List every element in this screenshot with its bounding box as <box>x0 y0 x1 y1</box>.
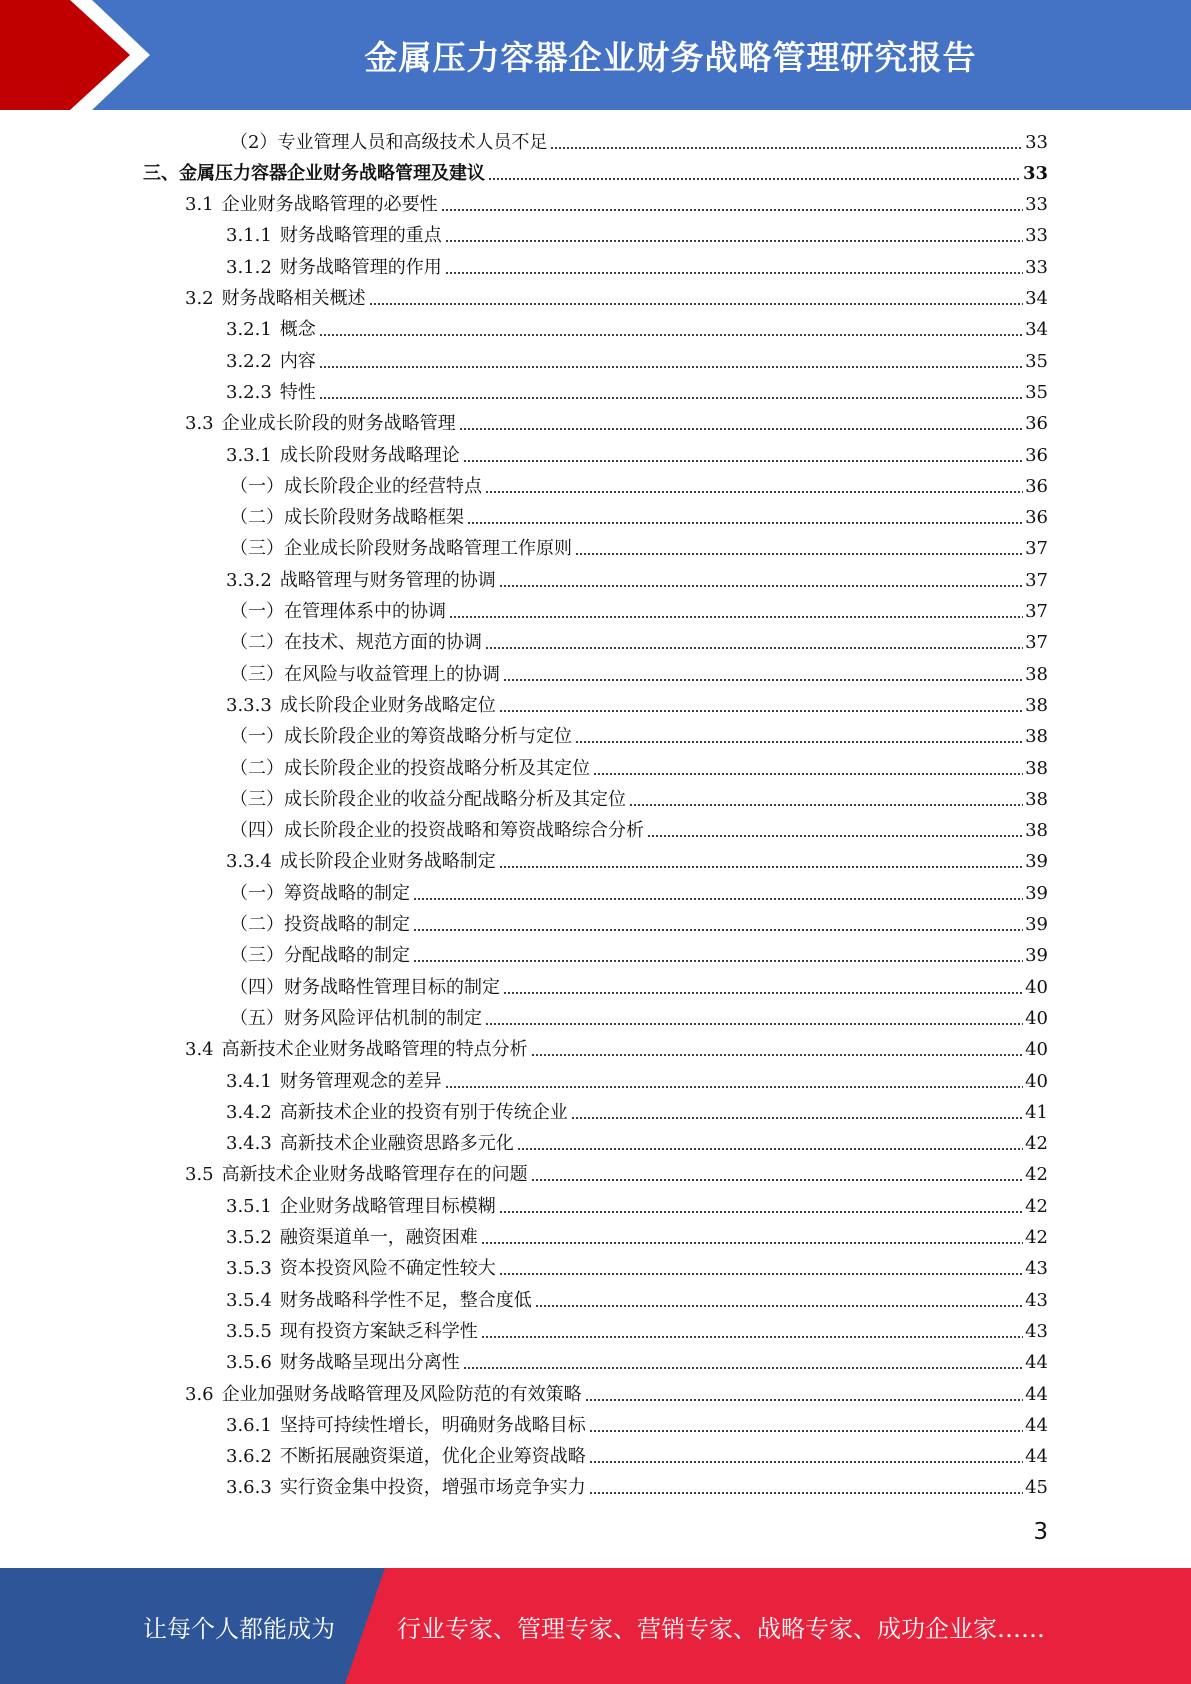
toc-entry[interactable] <box>185 190 1048 221</box>
toc-entry[interactable] <box>230 878 1048 909</box>
toc-entry-label: （二）成长阶段企业的投资战略分析及其定位 <box>230 757 590 779</box>
toc-entry[interactable] <box>226 440 1048 471</box>
toc-entry-page: 44 <box>1025 1414 1048 1436</box>
toc-entry-number: 3.1.1 <box>226 225 272 247</box>
toc-leader-dots <box>488 177 1021 181</box>
toc-leader-dots <box>593 772 1023 776</box>
toc-entry-page: 34 <box>1025 288 1048 309</box>
toc-entry-page: 36 <box>1025 475 1048 497</box>
toc-entry-page: 37 <box>1025 632 1048 654</box>
toc-entry-page: 42 <box>1025 1227 1048 1248</box>
toc-entry-label: 三、金属压力容器企业财务战略管理及建议 <box>143 162 485 184</box>
toc-entry-page: 41 <box>1025 1101 1048 1123</box>
toc-entry-number: 3.1 <box>185 194 214 216</box>
toc-entry-label: 财务战略呈现出分离性 <box>279 1352 460 1374</box>
toc-entry[interactable] <box>226 315 1048 346</box>
toc-entry-number: 3.4.1 <box>226 1070 272 1092</box>
toc-entry-page: 42 <box>1025 1133 1048 1155</box>
toc-entry-page: 36 <box>1025 444 1048 466</box>
toc-entry-label: 高新技术企业财务战略管理的特点分析 <box>221 1039 528 1061</box>
toc-entry[interactable] <box>230 722 1048 753</box>
toc-entry-label: （五）财务风险评估机制的制定 <box>230 1007 482 1029</box>
toc-entry-page: 35 <box>1025 381 1048 403</box>
toc-entry-number: 3.6.2 <box>226 1446 272 1468</box>
toc-entry[interactable] <box>143 158 1048 189</box>
toc-entry-label: 企业财务战略管理的必要性 <box>221 194 438 216</box>
toc-entry-page: 40 <box>1025 1039 1048 1061</box>
toc-entry-page: 44 <box>1025 1446 1048 1468</box>
toc-entry-label: 概念 <box>279 319 316 341</box>
toc-leader-dots <box>531 1178 1023 1182</box>
toc-entry-label: 高新技术企业财务战略管理存在的问题 <box>221 1164 528 1186</box>
toc-entry-number: 3.2 <box>185 288 214 309</box>
toc-entry-number: 3.5.2 <box>226 1227 272 1248</box>
toc-entry[interactable] <box>230 1003 1048 1034</box>
toc-entry-page: 43 <box>1025 1289 1048 1311</box>
toc-entry-label: 资本投资风险不确定性较大 <box>279 1258 496 1280</box>
toc-entry-page: 36 <box>1025 413 1048 435</box>
toc-leader-dots <box>575 552 1023 556</box>
toc-entry-label: 坚持可持续性增长，明确财务战略目标 <box>279 1414 586 1436</box>
toc-entry-label: （一）成长阶段企业的经营特点 <box>230 475 482 497</box>
page-footer <box>0 1568 1191 1684</box>
toc-entry-page: 39 <box>1025 851 1048 873</box>
toc-leader-dots <box>481 1335 1023 1339</box>
toc-entry-number: 3.3.3 <box>226 694 272 716</box>
toc-entry[interactable] <box>185 1160 1048 1191</box>
toc-entry-label: （一）在管理体系中的协调 <box>230 601 446 622</box>
toc-leader-dots <box>571 1116 1023 1120</box>
toc-leader-dots <box>319 396 1023 400</box>
toc-entry-page: 37 <box>1025 538 1048 560</box>
toc-entry[interactable] <box>230 534 1048 565</box>
toc-leader-dots <box>499 865 1023 869</box>
toc-leader-dots <box>463 1366 1023 1370</box>
toc-entry-page: 44 <box>1025 1383 1048 1405</box>
toc-leader-dots <box>503 991 1023 995</box>
toc-entry-page: 39 <box>1025 914 1048 935</box>
toc-entry[interactable] <box>226 690 1048 721</box>
toc-leader-dots <box>531 1053 1023 1057</box>
toc-entry-label: （三）在风险与收益管理上的协调 <box>230 663 500 685</box>
toc-leader-dots <box>467 521 1023 525</box>
toc-entry-label: 高新技术企业的投资有别于传统企业 <box>279 1101 568 1123</box>
toc-entry-label: （三）成长阶段企业的收益分配战略分析及其定位 <box>230 788 626 810</box>
toc-entry[interactable] <box>230 628 1048 659</box>
toc-entry-label: 不断拓展融资渠道，优化企业筹资战略 <box>279 1446 586 1468</box>
toc-entry-number: 3.5.6 <box>226 1352 272 1374</box>
toc-entry-number: 3.2.2 <box>226 350 272 372</box>
toc-entry-page: 39 <box>1025 882 1048 904</box>
toc-entry[interactable] <box>226 847 1048 878</box>
toc-leader-dots <box>585 1398 1023 1402</box>
toc-entry[interactable] <box>226 1097 1048 1128</box>
toc-entry-label: 财务战略管理的作用 <box>279 256 442 278</box>
toc-entry-page: 45 <box>1025 1477 1048 1499</box>
toc-entry[interactable] <box>226 377 1048 408</box>
footer-slogan-left: 让每个人都能成为 <box>143 1614 335 1643</box>
toc-entry-page: 42 <box>1025 1195 1048 1217</box>
toc-entry-number: 3.5.5 <box>226 1320 272 1342</box>
toc-entry-label: 企业财务战略管理目标模糊 <box>279 1195 496 1217</box>
toc-entry-page: 33 <box>1022 162 1048 184</box>
toc-entry-number: 3.6.1 <box>226 1414 272 1436</box>
toc-entry-page: 44 <box>1025 1352 1048 1374</box>
toc-entry[interactable] <box>185 1035 1048 1066</box>
toc-entry[interactable] <box>230 753 1048 784</box>
toc-entry-number: 3.2.1 <box>226 319 272 341</box>
toc-entry-number: 3.6 <box>185 1383 214 1405</box>
toc-entry-page: 34 <box>1025 319 1048 341</box>
toc-leader-dots <box>550 146 1023 150</box>
toc-entry-number: 3.5.4 <box>226 1289 272 1311</box>
toc-entry-label: （一）成长阶段企业的筹资战略分析与定位 <box>230 726 572 748</box>
toc-entry[interactable] <box>185 1379 1048 1410</box>
toc-entry-label: 实行资金集中投资，增强市场竞争实力 <box>279 1477 586 1499</box>
footer-slogan-right: 行业专家、管理专家、营销专家、战略专家、成功企业家…… <box>397 1614 1045 1643</box>
toc-entry[interactable] <box>230 659 1048 690</box>
toc-entry[interactable] <box>226 1348 1048 1379</box>
toc-entry-page: 43 <box>1025 1320 1048 1342</box>
toc-leader-dots <box>413 897 1023 901</box>
toc-entry-label: 现有投资方案缺乏科学性 <box>279 1320 478 1342</box>
page-header <box>0 0 1191 110</box>
toc-entry[interactable] <box>230 816 1048 847</box>
toc-entry[interactable] <box>226 1316 1048 1347</box>
toc-entry[interactable] <box>226 1254 1048 1285</box>
toc-entry[interactable] <box>185 409 1048 440</box>
toc-entry-number: 3.6.3 <box>226 1477 272 1499</box>
toc-entry[interactable] <box>226 1129 1048 1160</box>
toc-entry-page: 36 <box>1025 507 1048 529</box>
toc-entry[interactable] <box>230 941 1048 972</box>
toc-leader-dots <box>485 490 1023 494</box>
toc-entry-number: 3.5 <box>185 1164 214 1186</box>
toc-entry-label: （四）成长阶段企业的投资战略和筹资战略综合分析 <box>230 820 644 842</box>
toc-entry-number: 3.4.3 <box>226 1133 272 1155</box>
toc-entry[interactable] <box>226 1473 1048 1504</box>
toc-entry-label: （二）在技术、规范方面的协调 <box>230 632 482 654</box>
toc-entry-number: 3.4 <box>185 1039 214 1061</box>
toc-leader-dots <box>647 834 1023 838</box>
toc-entry[interactable] <box>230 127 1048 158</box>
toc-entry[interactable] <box>226 565 1048 596</box>
toc-entry[interactable] <box>226 221 1048 252</box>
toc-leader-dots <box>629 803 1023 807</box>
toc-leader-dots <box>499 584 1023 588</box>
toc-entry[interactable] <box>226 1191 1048 1222</box>
toc-entry[interactable] <box>226 346 1048 377</box>
toc-entry-label: 财务战略科学性不足，整合度低 <box>279 1289 532 1311</box>
toc-entry-label: （三）分配战略的制定 <box>230 945 410 967</box>
toc-entry-page: 33 <box>1025 194 1048 216</box>
toc-leader-dots <box>449 615 1023 619</box>
toc-entry-label: 内容 <box>279 350 316 372</box>
toc-entry[interactable] <box>185 284 1048 315</box>
toc-entry[interactable] <box>230 597 1048 628</box>
toc-entry-label: （三）企业成长阶段财务战略管理工作原则 <box>230 538 572 560</box>
toc-entry-page: 40 <box>1025 1070 1048 1092</box>
toc-entry-number: 3.5.3 <box>226 1258 272 1280</box>
toc-entry[interactable] <box>230 784 1048 815</box>
toc-leader-dots <box>369 302 1023 306</box>
toc-entry-number: 3.1.2 <box>226 256 272 278</box>
toc-entry-page: 33 <box>1025 131 1048 153</box>
toc-leader-dots <box>499 709 1023 713</box>
toc-leader-dots <box>413 928 1023 932</box>
toc-leader-dots <box>445 239 1023 243</box>
toc-leader-dots <box>589 1491 1023 1495</box>
toc-entry-page: 38 <box>1025 820 1048 842</box>
toc-entry-page: 38 <box>1025 757 1048 779</box>
toc-leader-dots <box>499 1272 1023 1276</box>
toc-entry-number: 3.3.1 <box>226 444 272 466</box>
toc-leader-dots <box>463 459 1023 463</box>
toc-entry[interactable] <box>226 252 1048 283</box>
toc-entry-label: （二）成长阶段财务战略框架 <box>230 507 464 529</box>
toc-entry-label: 财务战略相关概述 <box>221 288 366 309</box>
toc-entry-number: 3.2.3 <box>226 381 272 403</box>
toc-entry-label: 战略管理与财务管理的协调 <box>279 569 496 591</box>
toc-leader-dots <box>319 333 1023 337</box>
toc-entry-number: 3.4.2 <box>226 1101 272 1123</box>
toc-entry-label: 高新技术企业融资思路多元化 <box>279 1133 514 1155</box>
toc-entry[interactable] <box>230 471 1048 502</box>
toc-entry[interactable] <box>226 1223 1048 1254</box>
toc-entry-page: 40 <box>1025 976 1048 998</box>
toc-entry[interactable] <box>226 1066 1048 1097</box>
toc-entry-page: 43 <box>1025 1258 1048 1280</box>
toc-entry-label: 财务管理观念的差异 <box>279 1070 442 1092</box>
toc-entry-page: 39 <box>1025 945 1048 967</box>
toc-entry-number: 3.3.4 <box>226 851 272 873</box>
toc-entry-label: 融资渠道单一，融资困难 <box>279 1227 478 1248</box>
toc-leader-dots <box>481 1241 1023 1245</box>
toc-leader-dots <box>485 1022 1023 1026</box>
toc-entry[interactable] <box>226 1442 1048 1473</box>
toc-entry-number: 3.3.2 <box>226 569 272 591</box>
toc-entry-label: 成长阶段企业财务战略定位 <box>279 694 496 716</box>
toc-entry[interactable] <box>226 1410 1048 1441</box>
toc-leader-dots <box>441 208 1023 212</box>
toc-leader-dots <box>445 1085 1023 1089</box>
toc-entry[interactable] <box>230 910 1048 941</box>
toc-entry-label: 企业成长阶段的财务战略管理 <box>221 413 456 435</box>
toc-entry-label: 成长阶段财务战略理论 <box>279 444 460 466</box>
toc-entry-page: 37 <box>1025 601 1048 622</box>
toc-entry-label: （二）投资战略的制定 <box>230 914 410 935</box>
toc-entry-page: 35 <box>1025 350 1048 372</box>
toc-entry-number: 3.3 <box>185 413 214 435</box>
toc-entry-label: 成长阶段企业财务战略制定 <box>279 851 496 873</box>
toc-entry-number: 3.5.1 <box>226 1195 272 1217</box>
toc-entry-label: （一）筹资战略的制定 <box>230 882 410 904</box>
toc-entry-page: 38 <box>1025 694 1048 716</box>
toc-entry[interactable] <box>230 503 1048 534</box>
toc-leader-dots <box>535 1304 1023 1308</box>
toc-leader-dots <box>413 959 1023 963</box>
toc-leader-dots <box>589 1460 1023 1464</box>
toc-entry[interactable] <box>230 972 1048 1003</box>
page-number: 3 <box>1033 1519 1048 1545</box>
toc-leader-dots <box>589 1429 1023 1433</box>
toc-entry-label: （2）专业管理人员和高级技术人员不足 <box>230 131 548 153</box>
toc-entry-label: 特性 <box>279 381 316 403</box>
toc-entry-label: 企业加强财务战略管理及风险防范的有效策略 <box>221 1383 582 1405</box>
toc-leader-dots <box>459 427 1023 431</box>
toc-leader-dots <box>485 646 1023 650</box>
toc-entry-page: 38 <box>1025 788 1048 810</box>
toc-entry-page: 33 <box>1025 256 1048 278</box>
toc-leader-dots <box>445 271 1023 275</box>
toc-leader-dots <box>499 1210 1023 1214</box>
toc-entry-page: 38 <box>1025 663 1048 685</box>
toc-entry-page: 42 <box>1025 1164 1048 1186</box>
toc-leader-dots <box>503 678 1023 682</box>
toc-entry-label: （四）财务战略性管理目标的制定 <box>230 976 500 998</box>
toc-entry[interactable] <box>226 1285 1048 1316</box>
toc-entry-page: 40 <box>1025 1007 1048 1029</box>
toc-entry-page: 37 <box>1025 569 1048 591</box>
toc-entry-page: 38 <box>1025 726 1048 748</box>
toc-entry-page: 33 <box>1025 225 1048 247</box>
toc-entry-label: 财务战略管理的重点 <box>279 225 442 247</box>
toc-leader-dots <box>575 740 1023 744</box>
toc-leader-dots <box>319 365 1023 369</box>
report-title: 金属压力容器企业财务战略管理研究报告 <box>364 37 977 77</box>
toc-leader-dots <box>517 1147 1023 1151</box>
